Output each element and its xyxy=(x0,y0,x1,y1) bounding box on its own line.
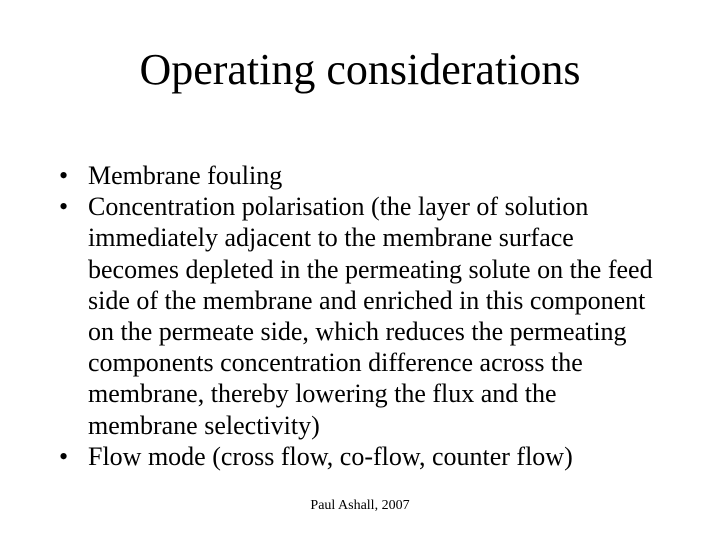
bullet-text: Membrane fouling xyxy=(88,161,283,190)
bullet-icon: • xyxy=(59,161,69,190)
bullet-list xyxy=(59,160,669,472)
bullet-item-flow-mode xyxy=(59,441,669,472)
slide-footer: Paul Ashall, 2007 xyxy=(310,498,410,513)
slide-title: Operating considerations xyxy=(139,45,581,94)
bullet-icon: • xyxy=(59,192,69,222)
bullet-icon: • xyxy=(59,441,69,471)
bullet-item-membrane-fouling xyxy=(59,160,669,191)
bullet-item-concentration-polarisation xyxy=(59,191,669,441)
bullet-text: Flow mode (cross flow, co-flow, counter flow) xyxy=(88,441,573,471)
bullet-text: Concentration polarisation (the layer of solution immediately adjacent to the membrane surface becomes depleted in the permeating solute on the feed side of the membrane and enriched in this component on the permeate side, which reduces the permeating components concentration difference across the membrane, thereby lowering the flux and the membrane selectivity) xyxy=(88,192,653,440)
